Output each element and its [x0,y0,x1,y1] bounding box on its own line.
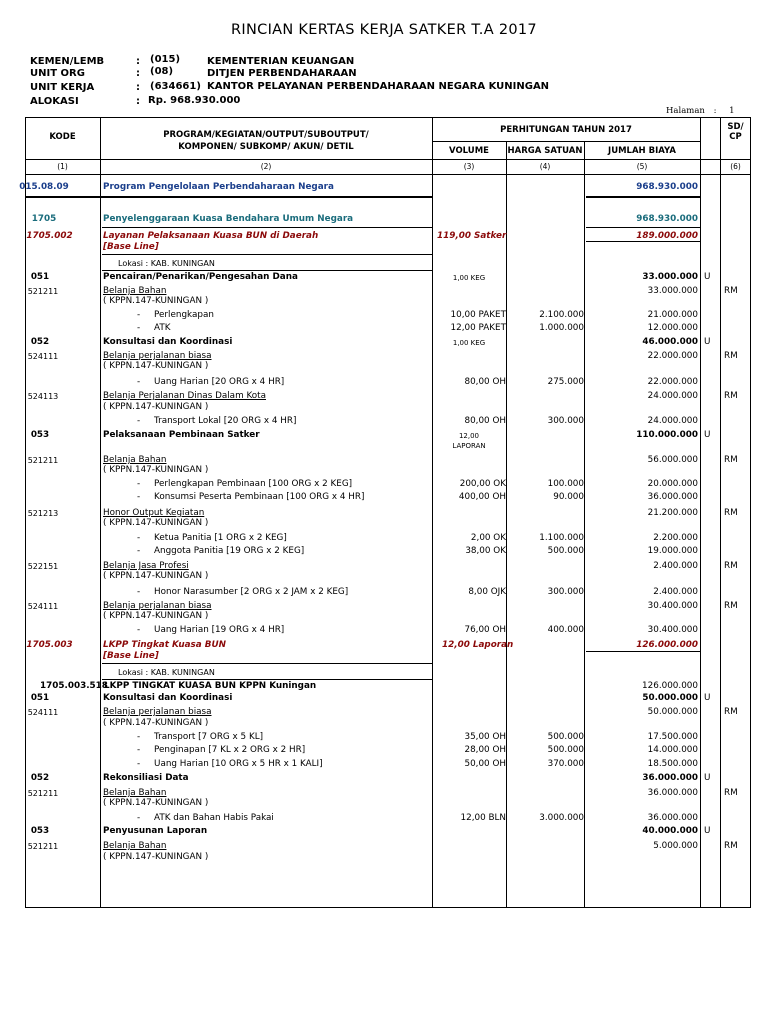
kemen-name: KEMENTERIAN KEUANGAN [207,56,355,67]
detail-volume: 80,00 OH [464,377,506,387]
output-name: Layanan Pelaksanaan Kuasa BUN di Daerah [103,231,319,241]
detail-dash: - [137,745,141,755]
detail-harga: 500.000 [547,546,584,556]
komponen-flag: U [704,272,711,282]
output-underline [102,254,432,255]
akun-name: Honor Output Kegiatan [103,508,205,518]
akun-kppn: ( KPPN.147-KUNINGAN ) [103,518,209,528]
col-number: (4) [539,162,551,171]
row-divider [432,141,700,142]
alokasi-value: Rp. 968.930.000 [148,95,241,106]
col-header-harga: HARGA SATUAN [507,146,583,156]
komponen-name: Pencairan/Penarikan/Pengesahan Dana [103,272,298,282]
output-code: 1705.002 [26,231,73,241]
unit-org-name: DITJEN PERBENDAHARAAN [207,68,357,79]
akun-total: 24.000.000 [647,391,698,401]
akun-code: 521211 [27,287,59,296]
col-divider [720,117,721,908]
komponen-code: 052 [30,773,50,783]
program-total: 968.930.000 [636,182,698,192]
komponen-total: 46.000.000 [642,337,698,347]
akun-total: 50.000.000 [647,707,698,717]
detail-total: 12.000.000 [647,323,698,333]
unit-kerja-colon: : [136,82,140,93]
detail-name: Transport [7 ORG x 5 KL] [154,732,264,742]
detail-total: 36.000.000 [647,492,698,502]
col-divider [700,117,701,908]
detail-name: Honor Narasumber [2 ORG x 2 JAM x 2 KEG] [154,587,349,597]
akun-code: 521211 [27,842,59,851]
unit-kerja-label: UNIT KERJA [30,82,95,93]
detail-volume: 38,00 OK [465,546,506,556]
unit-org-code: (08) [150,66,174,77]
detail-dash: - [137,533,141,543]
akun-sdcp: RM [724,707,738,717]
detail-total: 20.000.000 [647,479,698,489]
detail-total: 14.000.000 [647,745,698,755]
akun-sdcp: RM [724,455,738,465]
akun-sdcp: RM [724,561,738,571]
output-volume: 119,00 Satker [437,231,507,241]
akun-name: Belanja perjalanan biasa [103,707,212,717]
akun-kppn: ( KPPN.147-KUNINGAN ) [103,296,209,306]
detail-harga: 370.000 [547,759,584,769]
komponen-flag: U [704,430,711,440]
detail-dash: - [137,813,141,823]
detail-volume: 35,00 OH [464,732,506,742]
akun-name: Belanja perjalanan biasa [103,351,212,361]
unit-kerja-code: (634661) [150,81,201,92]
row-divider [25,174,751,175]
page-label: Halaman [666,106,705,116]
akun-kppn: ( KPPN.147-KUNINGAN ) [103,571,209,581]
komponen-code: 053 [30,430,50,440]
detail-name: Konsumsi Peserta Pembinaan [100 ORG x 4 HR] [154,492,365,502]
col-divider [584,141,585,908]
komponen-volume: 12,00 [458,432,480,440]
program-code: 015.08.09 [19,182,69,192]
akun-name: Belanja Bahan [103,788,167,798]
col-number: (1) [57,162,68,171]
akun-total: 2.400.000 [653,561,698,571]
col-divider [100,117,101,908]
akun-code: 524111 [27,602,59,611]
detail-total: 17.500.000 [647,732,698,742]
program-underline [25,196,432,198]
akun-kppn: ( KPPN.147-KUNINGAN ) [103,465,209,475]
col-header-sdcp-line2: CP [729,132,742,142]
detail-harga: 1.000.000 [539,323,584,333]
akun-sdcp: RM [724,841,738,851]
detail-total: 2.400.000 [653,587,698,597]
lokasi-underline [102,270,432,271]
akun-code: 524111 [27,708,59,717]
lokasi-underline [102,679,432,680]
col-divider [506,141,507,908]
komponen-volume-unit: LAPORAN [452,442,486,450]
output-baseline: [Base Line] [103,651,159,661]
detail-volume: 76,00 OH [464,625,506,635]
akun-sdcp: RM [724,788,738,798]
detail-name: Perlengkapan Pembinaan [100 ORG x 2 KEG] [154,479,353,489]
detail-volume: 12,00 PAKET [450,323,506,333]
page-indicator [666,106,735,116]
unit-kerja-name: KANTOR PELAYANAN PERBENDAHARAAN NEGARA KUNINGAN [207,81,550,92]
output-total-underline [586,241,700,242]
detail-harga: 300.000 [547,587,584,597]
akun-sdcp: RM [724,286,738,296]
col-header-volume: VOLUME [449,146,489,156]
col-header-sdcp-line1: SD/ [727,122,744,132]
akun-code: 521213 [27,509,59,518]
col-header-kode: KODE [49,132,76,142]
akun-name: Belanja Bahan [103,841,167,851]
akun-name: Belanja Bahan [103,455,167,465]
komponen-volume: 1,00 KEG [452,274,486,282]
detail-harga: 300.000 [547,416,584,426]
detail-dash: - [137,732,141,742]
akun-total: 30.400.000 [647,601,698,611]
akun-code: 521211 [27,789,59,798]
detail-volume: 400,00 OH [458,492,506,502]
lokasi: Lokasi : KAB. KUNINGAN [118,259,215,268]
akun-total: 22.000.000 [647,351,698,361]
col-number: (2) [260,162,272,171]
akun-code: 524111 [27,352,59,361]
detail-dash: - [137,546,141,556]
komponen-name: Rekonsiliasi Data [103,773,189,783]
detail-dash: - [137,479,141,489]
detail-volume: 2,00 OK [470,533,506,543]
akun-kppn: ( KPPN.147-KUNINGAN ) [103,611,209,621]
komponen-name: Penyusunan Laporan [103,826,208,836]
kegiatan-code: 1705 [31,214,57,224]
komponen-volume: 1,00 KEG [452,339,486,347]
col-number: (5) [636,162,648,171]
unit-org-label: UNIT ORG [30,68,85,79]
kegiatan-total: 968.930.000 [636,214,698,224]
page-number: 1 [729,106,735,116]
alokasi-label: ALOKASI [30,96,79,107]
akun-kppn: ( KPPN.147-KUNINGAN ) [103,798,209,808]
detail-volume: 50,00 OH [464,759,506,769]
detail-total: 21.000.000 [647,310,698,320]
detail-harga: 1.100.000 [539,533,584,543]
detail-dash: - [137,625,141,635]
output-total: 189.000.000 [636,231,698,241]
akun-kppn: ( KPPN.147-KUNINGAN ) [103,402,209,412]
detail-harga: 2.100.000 [539,310,584,320]
detail-name: Transport Lokal [20 ORG x 4 HR] [154,416,297,426]
akun-sdcp: RM [724,391,738,401]
komponen-code: 051 [30,693,50,703]
col-header-jumlah: JUMLAH BIAYA [608,146,676,156]
output-name: LKPP Tingkat Kuasa BUN [103,640,226,650]
akun-sdcp: RM [724,601,738,611]
detail-name: Perlengkapan [154,310,214,320]
detail-name: Anggota Panitia [19 ORG x 2 KEG] [154,546,305,556]
detail-dash: - [137,492,141,502]
komponen-total: 36.000.000 [642,773,698,783]
detail-name: Uang Harian [20 ORG x 4 HR] [154,377,285,387]
detail-name: Uang Harian [10 ORG x 5 HR x 1 KALI] [154,759,323,769]
akun-name: Belanja Perjalanan Dinas Dalam Kota [103,391,266,401]
detail-total: 30.400.000 [647,625,698,635]
alokasi-colon: : [136,96,140,107]
akun-kppn: ( KPPN.147-KUNINGAN ) [103,361,209,371]
program-name: Program Pengelolaan Perbendaharaan Negara [103,182,334,192]
detail-harga: 275.000 [547,377,584,387]
akun-name: Belanja Bahan [103,286,167,296]
akun-total: 33.000.000 [647,286,698,296]
komponen-name: Konsultasi dan Koordinasi [103,693,233,703]
akun-name: Belanja Jasa Profesi [103,561,189,571]
akun-total: 56.000.000 [647,455,698,465]
col-header-program-line2: KOMPONEN/ SUBKOMP/ AKUN/ DETIL [178,142,354,152]
detail-total: 19.000.000 [647,546,698,556]
akun-code: 521211 [27,456,59,465]
col-divider [432,117,433,908]
detail-dash: - [137,416,141,426]
akun-total: 21.200.000 [647,508,698,518]
komponen-code: 053 [30,826,50,836]
detail-dash: - [137,323,141,333]
komponen-total: 110.000.000 [636,430,698,440]
lokasi: Lokasi : KAB. KUNINGAN [118,668,215,677]
program-total-underline [586,196,700,198]
kemen-label: KEMEN/LEMB [30,56,105,67]
kemen-colon: : [136,56,140,67]
kegiatan-underline [102,227,432,228]
output-volume: 12,00 Laporan [442,640,514,650]
kegiatan-name: Penyelenggaraan Kuasa Bendahara Umum Negara [103,214,354,224]
detail-volume: 8,00 OJK [468,587,506,597]
detail-dash: - [137,759,141,769]
komponen-total: 40.000.000 [642,826,698,836]
detail-total: 24.000.000 [647,416,698,426]
detail-dash: - [137,310,141,320]
detail-name: Uang Harian [19 ORG x 4 HR] [154,625,285,635]
komponen-flag: U [704,693,711,703]
detail-harga: 3.000.000 [539,813,584,823]
kemen-code: (015) [150,54,181,65]
komponen-total: 50.000.000 [642,693,698,703]
detail-harga: 100.000 [547,479,584,489]
akun-sdcp: RM [724,508,738,518]
detail-dash: - [137,377,141,387]
document-title: RINCIAN KERTAS KERJA SATKER T.A 2017 [231,22,537,38]
detail-harga: 400.000 [547,625,584,635]
detail-volume: 12,00 BLN [460,813,506,823]
detail-name: ATK [154,323,171,333]
komponen-flag: U [704,826,711,836]
detail-volume: 200,00 OK [459,479,506,489]
detail-total: 22.000.000 [647,377,698,387]
kegiatan-total-underline [586,227,700,228]
akun-code: 522151 [27,562,59,571]
detail-name: Ketua Panitia [1 ORG x 2 KEG] [154,533,287,543]
output-baseline: [Base Line] [103,242,159,252]
komponen-name: Konsultasi dan Koordinasi [103,337,233,347]
output-code: 1705.003 [26,640,73,650]
detail-harga: 500.000 [547,745,584,755]
akun-total: 36.000.000 [647,788,698,798]
akun-kppn: ( KPPN.147-KUNINGAN ) [103,718,209,728]
col-header-perhitungan: PERHITUNGAN TAHUN 2017 [500,125,632,135]
detail-harga: 90.000 [553,492,584,502]
detail-volume: 10,00 PAKET [450,310,506,320]
detail-total: 2.200.000 [653,533,698,543]
col-header-program-line1: PROGRAM/KEGIATAN/OUTPUT/SUBOUTPUT/ [163,130,369,140]
komponen-name: Pelaksanaan Pembinaan Satker [103,430,260,440]
komponen-flag: U [704,773,711,783]
page-colon: : [713,106,717,116]
suboutput-total: 126.000.000 [642,681,698,691]
komponen-total: 33.000.000 [642,272,698,282]
komponen-flag: U [704,337,711,347]
detail-volume: 28,00 OH [464,745,506,755]
unit-org-colon: : [136,68,140,79]
col-number: (3) [463,162,475,171]
detail-volume: 80,00 OH [464,416,506,426]
komponen-code: 052 [30,337,50,347]
akun-code: 524113 [27,392,59,401]
detail-total: 18.500.000 [647,759,698,769]
suboutput-name: LKPP TINGKAT KUASA BUN KPPN Kuningan [104,681,317,691]
akun-name: Belanja perjalanan biasa [103,601,212,611]
output-total: 126.000.000 [636,640,698,650]
detail-total: 36.000.000 [647,813,698,823]
detail-name: ATK dan Bahan Habis Pakai [154,813,274,823]
akun-total: 5.000.000 [653,841,698,851]
row-divider [25,159,751,160]
akun-kppn: ( KPPN.147-KUNINGAN ) [103,852,209,862]
akun-sdcp: RM [724,351,738,361]
output-underline [102,663,432,664]
col-number: (6) [730,162,741,171]
detail-name: Penginapan [7 KL x 2 ORG x 2 HR] [154,745,306,755]
komponen-code: 051 [30,272,50,282]
suboutput-code: 1705.003.518 [40,681,108,691]
output-total-underline [586,651,700,652]
detail-dash: - [137,587,141,597]
detail-harga: 500.000 [547,732,584,742]
